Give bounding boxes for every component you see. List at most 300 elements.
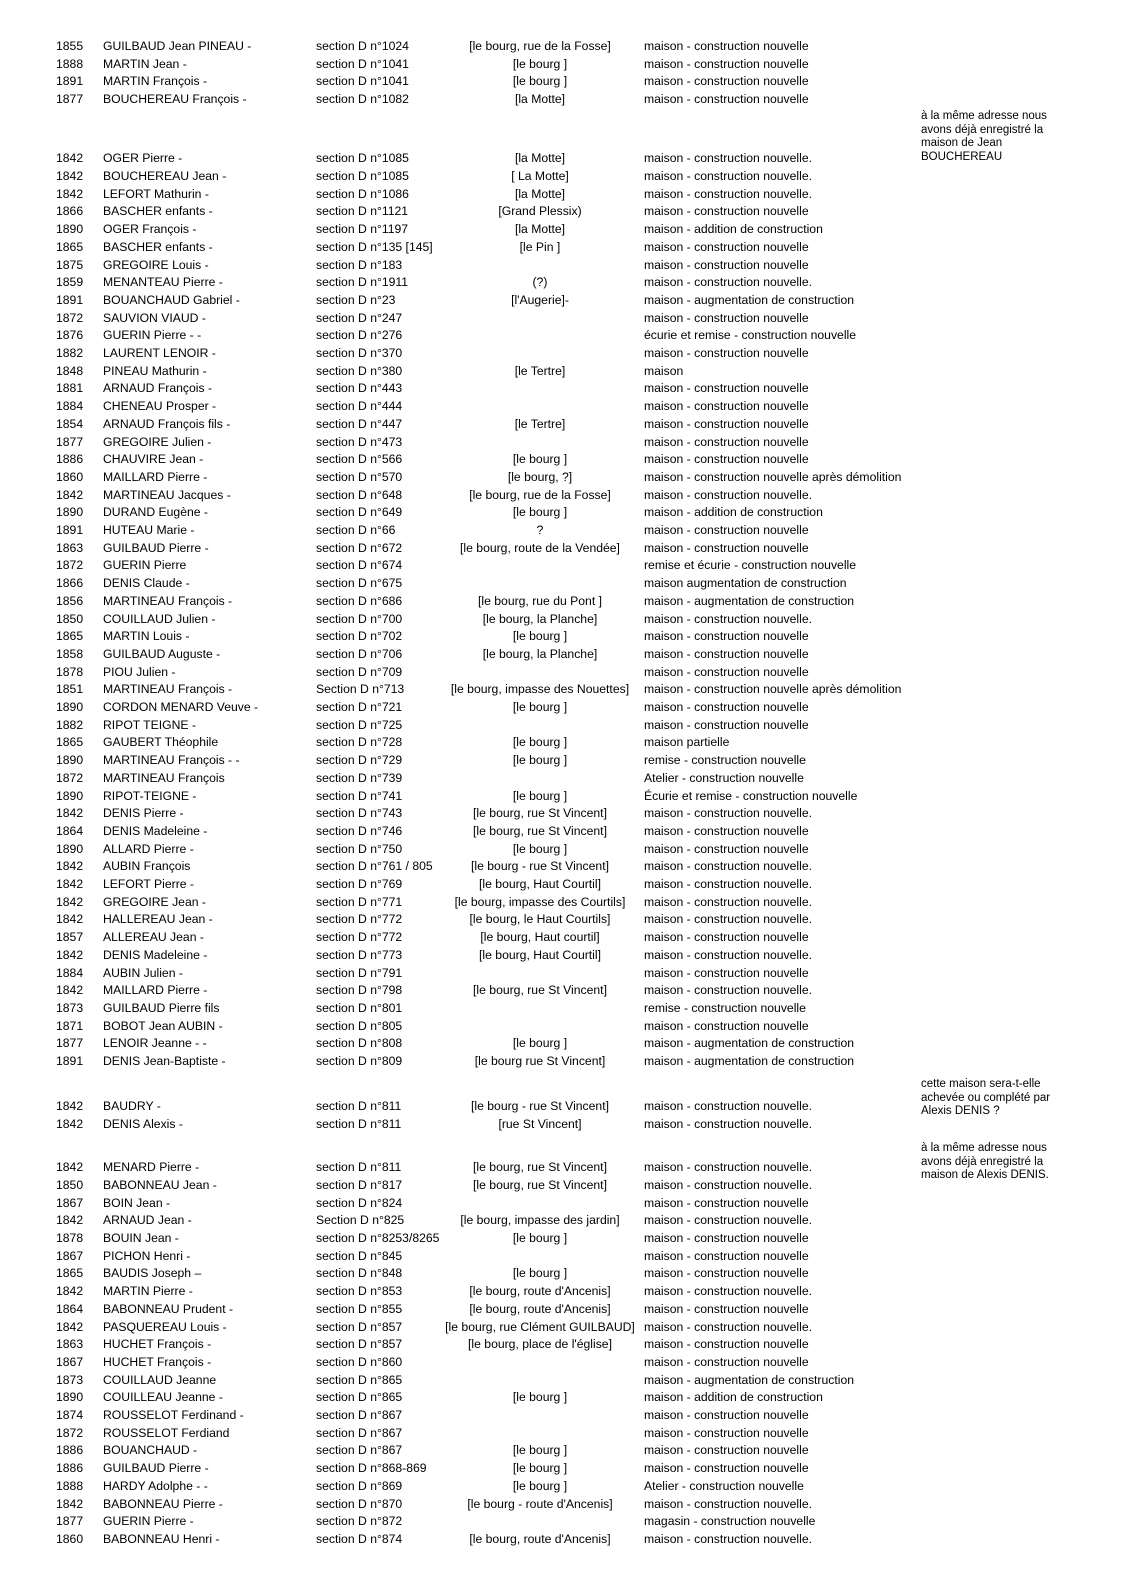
location-cell: [la Motte] [514,222,566,237]
description-cell: maison - construction nouvelle [644,1248,809,1263]
location-cell: [la Motte] [514,186,566,201]
location-cell: [le bourg, route d'Ancenis] [469,1284,611,1299]
name-cell: ROUSSELOT Ferdiand [103,1425,230,1440]
location-cell: [le bourg, rue St Vincent] [473,823,607,838]
section-cell: section D n°808 [316,1036,403,1051]
table-row [0,256,1123,274]
location-cell: [rue St Vincent] [498,1116,582,1131]
description-cell: maison - augmentation de construction [644,292,855,307]
description-cell: maison - construction nouvelle. [644,983,813,998]
section-cell: section D n°746 [316,823,403,838]
year-cell: 1891 [56,292,84,307]
year-cell: 1890 [56,753,84,768]
year-cell: 1890 [56,788,84,803]
name-cell: GUERIN Pierre - [103,1514,194,1529]
year-cell: 1842 [56,912,84,927]
description-cell: maison - construction nouvelle. [644,1496,813,1511]
section-cell: section D n°649 [316,505,403,520]
location-cell: [le bourg ] [512,1266,568,1281]
description-cell: maison - construction nouvelle [644,1231,809,1246]
section-cell: section D n°729 [316,753,403,768]
name-cell: LEFORT Mathurin - [103,186,209,201]
year-cell: 1859 [56,275,84,290]
table-row [0,804,1123,822]
table-row [0,90,1123,108]
table-row [0,893,1123,911]
location-cell: [le bourg, rue Clément GUILBAUD] [445,1319,635,1334]
description-cell: maison - construction nouvelle. [644,186,813,201]
description-cell: maison - construction nouvelle. [644,1177,813,1192]
section-cell: section D n°801 [316,1000,403,1015]
description-cell: maison - construction nouvelle. [644,859,813,874]
location-cell: [le bourg ] [512,788,568,803]
description-cell: maison - construction nouvelle [644,1408,809,1423]
name-cell: LAURENT LENOIR - [103,346,216,361]
description-cell: maison - augmentation de construction [644,1054,855,1069]
table-row [0,645,1123,663]
name-cell: ARNAUD Jean - [103,1213,192,1228]
name-cell: PASQUEREAU Louis - [103,1319,227,1334]
year-cell: 1874 [56,1408,84,1423]
name-cell: OGER François - [103,222,197,237]
year-cell: 1873 [56,1000,84,1015]
name-cell: MARTIN Pierre - [103,1284,193,1299]
name-cell: GREGOIRE Louis - [103,257,209,272]
description-cell: maison - construction nouvelle [644,434,809,449]
table-row [0,220,1123,238]
table-row [0,857,1123,875]
location-cell: [le bourg - rue St Vincent] [471,859,609,874]
description-cell: maison - construction nouvelle [644,56,809,71]
year-cell: 1888 [56,56,84,71]
location-cell: [le bourg, la Planche] [482,646,598,661]
table-row [0,1459,1123,1477]
description-cell: maison - construction nouvelle [644,823,809,838]
section-cell: section D n°809 [316,1054,403,1069]
section-cell: section D n°868-869 [316,1461,427,1476]
description-cell: maison - construction nouvelle [644,452,809,467]
name-cell: DENIS Claude - [103,576,190,591]
name-cell: HARDY Adolphe - - [103,1478,208,1493]
description-cell: maison - construction nouvelle [644,700,809,715]
section-cell: section D n°66 [316,523,396,538]
table-row [0,556,1123,574]
section-cell: section D n°1041 [316,56,409,71]
location-cell: [le bourg ] [512,700,568,715]
table-row [0,1353,1123,1371]
description-cell: maison - construction nouvelle [644,930,809,945]
table-row [0,1477,1123,1495]
name-cell: ALLEREAU Jean - [103,930,204,945]
year-cell: 1856 [56,593,84,608]
table-row [0,592,1123,610]
name-cell: PICHON Henri - [103,1248,191,1263]
description-cell: Écurie et remise - construction nouvelle [644,788,858,803]
description-cell: maison - construction nouvelle [644,1266,809,1281]
year-cell: 1877 [56,1036,84,1051]
name-cell: ARNAUD François fils - [103,416,231,431]
name-cell: BABONNEAU Jean - [103,1177,217,1192]
section-cell: section D n°183 [316,257,403,272]
section-cell: section D n°1911 [316,275,409,290]
section-cell: section D n°857 [316,1319,403,1334]
table-row [0,910,1123,928]
description-cell: maison - addition de construction [644,505,823,520]
name-cell: MARTINEAU Jacques - [103,487,231,502]
description-cell: écurie et remise - construction nouvelle [644,328,857,343]
section-cell: section D n°1085 [316,151,409,166]
year-cell: 1872 [56,770,84,785]
section-cell: section D n°23 [316,292,396,307]
year-cell: 1867 [56,1354,84,1369]
year-cell: 1878 [56,1231,84,1246]
description-cell: maison - construction nouvelle [644,399,809,414]
year-cell: 1842 [56,983,84,998]
location-cell: [le bourg ] [512,1036,568,1051]
name-cell: SAUVION VIAUD - [103,310,206,325]
year-cell: 1842 [56,1496,84,1511]
table-row [0,698,1123,716]
year-cell: 1864 [56,1301,84,1316]
section-cell: section D n°648 [316,487,403,502]
section-cell: section D n°443 [316,381,403,396]
name-cell: BOIN Jean - [103,1195,171,1210]
location-cell: [le bourg, impasse des Courtils] [454,894,626,909]
year-cell: 1865 [56,629,84,644]
description-cell: maison - construction nouvelle. [644,947,813,962]
location-cell: [le bourg ] [512,452,568,467]
year-cell: 1886 [56,1461,84,1476]
name-cell: GUILBAUD Auguste - [103,646,221,661]
name-cell: MARTINEAU François - [103,593,233,608]
name-cell: DENIS Pierre - [103,806,184,821]
table-row [0,981,1123,999]
section-cell: Section D n°713 [316,682,405,697]
table-row [0,1388,1123,1406]
description-cell: maison - construction nouvelle [644,39,809,53]
description-cell: maison - augmentation de construction [644,1036,855,1051]
name-cell: MARTINEAU François - - [103,753,240,768]
description-cell: maison augmentation de construction [644,576,847,591]
description-cell: maison - construction nouvelle. [644,151,813,166]
section-cell: section D n°741 [316,788,403,803]
section-cell: section D n°772 [316,930,403,945]
name-cell: LENOIR Jeanne - - [103,1036,207,1051]
description-cell: remise - construction nouvelle [644,1000,806,1015]
year-cell: 1863 [56,540,84,555]
section-cell: section D n°566 [316,452,403,467]
note-bouchereau: à la même adresse nous avons déjà enregistré la maison de Jean BOUCHEREAU [921,110,1047,163]
location-cell: [le bourg, route d'Ancenis] [469,1301,611,1316]
section-cell: section D n°675 [316,576,403,591]
table-row [0,185,1123,203]
description-cell: maison - construction nouvelle après démolition [644,469,902,484]
location-cell: [le bourg, rue de la Fosse] [469,487,611,502]
section-cell: section D n°706 [316,646,403,661]
section-cell: section D n°1197 [316,222,409,237]
location-cell: [le bourg, impasse des jardin] [460,1213,620,1228]
section-cell: section D n°869 [316,1478,403,1493]
name-cell: AUBIN Julien - [103,965,183,980]
location-cell: [le bourg, route d'Ancenis] [469,1531,611,1546]
year-cell: 1850 [56,611,84,626]
section-cell: section D n°805 [316,1018,403,1033]
year-cell: 1855 [56,39,84,53]
year-cell: 1865 [56,735,84,750]
name-cell: RIPOT-TEIGNE - [103,788,197,803]
section-cell: Section D n°825 [316,1213,405,1228]
name-cell: GUILBAUD Pierre fils [103,1000,220,1015]
location-cell: [le bourg ] [512,1390,568,1405]
year-cell: 1877 [56,92,84,107]
table-row [0,680,1123,698]
name-cell: GUILBAUD Jean PINEAU - [103,39,252,53]
description-cell: maison partielle [644,735,730,750]
year-cell: 1842 [56,1099,84,1114]
name-cell: MARTINEAU François [103,770,225,785]
name-cell: MENANTEAU Pierre - [103,275,223,290]
location-cell: [le bourg, rue St Vincent] [473,1160,607,1175]
year-cell: 1872 [56,558,84,573]
year-cell: 1890 [56,222,84,237]
location-cell: [le bourg, place de l'église] [468,1337,612,1352]
name-cell: BABONNEAU Prudent - [103,1301,234,1316]
location-cell: [le bourg ] [512,841,568,856]
year-cell: 1867 [56,1248,84,1263]
description-cell: maison - construction nouvelle [644,416,809,431]
year-cell: 1866 [56,576,84,591]
section-cell: section D n°570 [316,469,403,484]
name-cell: MAILLARD Pierre - [103,983,208,998]
name-cell: BABONNEAU Henri - [103,1531,220,1546]
description-cell: maison - construction nouvelle [644,239,809,254]
name-cell: GUILBAUD Pierre - [103,540,209,555]
name-cell: COUILLAUD Jeanne [103,1372,217,1387]
description-cell: maison - construction nouvelle [644,1195,809,1210]
table-row [0,362,1123,380]
name-cell: GREGOIRE Jean - [103,894,206,909]
year-cell: 1891 [56,1054,84,1069]
name-cell: HUTEAU Marie - [103,523,195,538]
name-cell: GUERIN Pierre - - [103,328,202,343]
section-cell: section D n°867 [316,1408,403,1423]
section-cell: section D n°845 [316,1248,403,1263]
description-cell: maison - construction nouvelle [644,664,809,679]
location-cell: [le bourg, la Planche] [482,611,598,626]
name-cell: GREGOIRE Julien - [103,434,212,449]
table-row [0,1211,1123,1229]
section-cell: section D n°743 [316,806,403,821]
location-cell: [le bourg ] [512,753,568,768]
location-cell: [le Tertre] [514,416,566,431]
location-cell: [le bourg, Haut Courtil] [479,877,601,892]
name-cell: BOUIN Jean - [103,1231,179,1246]
note-denis: à la même adresse nous avons déjà enregistré la maison de Alexis DENIS. [921,1142,1049,1181]
name-cell: MARTIN Louis - [103,629,190,644]
location-cell: [le bourg, Haut Courtil] [479,947,601,962]
location-cell: [le bourg ] [512,629,568,644]
name-cell: PIOU Julien - [103,664,176,679]
description-cell: maison - construction nouvelle après démolition [644,682,902,697]
year-cell: 1875 [56,257,84,272]
section-cell: section D n°1024 [316,39,409,53]
table-row [0,433,1123,451]
name-cell: RIPOT TEIGNE - [103,717,197,732]
description-cell: maison - construction nouvelle [644,629,809,644]
year-cell: 1884 [56,399,84,414]
table-row [0,787,1123,805]
name-cell: COUILLEAU Jeanne - [103,1390,223,1405]
year-cell: 1863 [56,1337,84,1352]
table-row [0,309,1123,327]
year-cell: 1891 [56,523,84,538]
section-cell: section D n°772 [316,912,403,927]
year-cell: 1864 [56,823,84,838]
year-cell: 1877 [56,434,84,449]
name-cell: BABONNEAU Pierre - [103,1496,223,1511]
table-row [0,769,1123,787]
description-cell: maison [644,363,684,378]
section-cell: section D n°857 [316,1337,403,1352]
year-cell: 1865 [56,239,84,254]
description-cell: maison - construction nouvelle [644,257,809,272]
section-cell: section D n°247 [316,310,403,325]
table-row [0,1017,1123,1035]
location-cell: ? [536,523,544,538]
description-cell: maison - construction nouvelle [644,1301,809,1316]
section-cell: section D n°739 [316,770,403,785]
section-cell: section D n°1041 [316,74,409,89]
table-row [0,1282,1123,1300]
description-cell: remise et écurie - construction nouvelle [644,558,857,573]
description-cell: maison - construction nouvelle [644,74,809,89]
location-cell: [le Pin ] [519,239,561,254]
name-cell: MARTIN François - [103,74,208,89]
table-row [0,486,1123,504]
description-cell: maison - construction nouvelle. [644,611,813,626]
section-cell: section D n°791 [316,965,403,980]
location-cell: [l'Augerie]- [511,292,569,307]
section-cell: section D n°811 [316,1099,402,1114]
table-row [0,55,1123,73]
section-cell: section D n°1082 [316,92,409,107]
year-cell: 1842 [56,877,84,892]
table-row [0,840,1123,858]
table-row [0,875,1123,893]
name-cell: ALLARD Pierre - [103,841,194,856]
description-cell: maison - construction nouvelle. [644,894,813,909]
table-row [0,1264,1123,1282]
location-cell: [le bourg, le Haut Courtils] [469,912,611,927]
description-cell: maison - construction nouvelle [644,1443,809,1458]
section-cell: section D n°769 [316,877,403,892]
section-cell: section D n°700 [316,611,403,626]
table-row [0,574,1123,592]
name-cell: BOUCHEREAU François - [103,92,247,107]
year-cell: 1882 [56,346,84,361]
year-cell: 1886 [56,452,84,467]
description-cell: maison - construction nouvelle [644,92,809,107]
section-cell: section D n°865 [316,1390,403,1405]
name-cell: PINEAU Mathurin - [103,363,207,378]
location-cell: [le bourg ] [512,1443,568,1458]
year-cell: 1882 [56,717,84,732]
year-cell: 1842 [56,1319,84,1334]
year-cell: 1872 [56,310,84,325]
table-row [0,716,1123,734]
description-cell: maison - construction nouvelle. [644,487,813,502]
location-cell: [la Motte] [514,151,566,166]
name-cell: GUILBAUD Pierre - [103,1461,209,1476]
table-row [0,1530,1123,1548]
year-cell: 1842 [56,487,84,502]
section-cell: section D n°1085 [316,169,409,184]
section-cell: section D n°370 [316,346,403,361]
section-cell: section D n°686 [316,593,403,608]
year-cell: 1865 [56,1266,84,1281]
year-cell: 1842 [56,947,84,962]
name-cell: DENIS Jean-Baptiste - [103,1054,226,1069]
section-cell: section D n°276 [316,328,403,343]
name-cell: BOUANCHAUD Gabriel - [103,292,240,307]
name-cell: ARNAUD François - [103,381,213,396]
section-cell: section D n°444 [316,399,403,414]
location-cell: [le bourg ] [512,505,568,520]
table-row [0,344,1123,362]
year-cell: 1891 [56,74,84,89]
section-cell: section D n°811 [316,1160,402,1175]
year-cell: 1884 [56,965,84,980]
name-cell: MENARD Pierre - [103,1160,200,1175]
name-cell: BAUDRY - [103,1099,161,1114]
section-cell: section D n°824 [316,1195,403,1210]
table-row [0,1300,1123,1318]
year-cell: 1842 [56,186,84,201]
location-cell: [le bourg ] [512,1461,568,1476]
name-cell: HALLEREAU Jean - [103,912,213,927]
year-cell: 1842 [56,169,84,184]
description-cell: maison - augmentation de construction [644,593,855,608]
description-cell: maison - augmentation de construction [644,1372,855,1387]
year-cell: 1842 [56,151,84,166]
name-cell: GAUBERT Théophile [103,735,219,750]
name-cell: DENIS Madeleine - [103,947,208,962]
section-cell: section D n°811 [316,1116,402,1131]
section-cell: section D n°1121 [316,204,409,219]
year-cell: 1842 [56,1160,84,1175]
location-cell: [ La Motte] [511,169,569,184]
section-cell: section D n°702 [316,629,403,644]
table-row [0,946,1123,964]
year-cell: 1857 [56,930,84,945]
name-cell: OGER Pierre - [103,151,183,166]
table-row [0,291,1123,309]
description-cell: maison - addition de construction [644,222,823,237]
location-cell: [Grand Plessix) [498,204,582,219]
note-baudry: cette maison sera-t-elle achevée ou complété par Alexis DENIS ? [921,1078,1051,1117]
section-cell: section D n°817 [316,1177,403,1192]
description-cell: maison - construction nouvelle. [644,1531,813,1546]
section-cell: section D n°750 [316,841,403,856]
name-cell: DENIS Madeleine - [103,823,208,838]
table-row [0,503,1123,521]
table-row [0,397,1123,415]
section-cell: section D n°728 [316,735,403,750]
section-cell: section D n°709 [316,664,403,679]
table-row [0,379,1123,397]
name-cell: BASCHER enfants - [103,204,213,219]
description-cell: maison - construction nouvelle [644,1425,809,1440]
